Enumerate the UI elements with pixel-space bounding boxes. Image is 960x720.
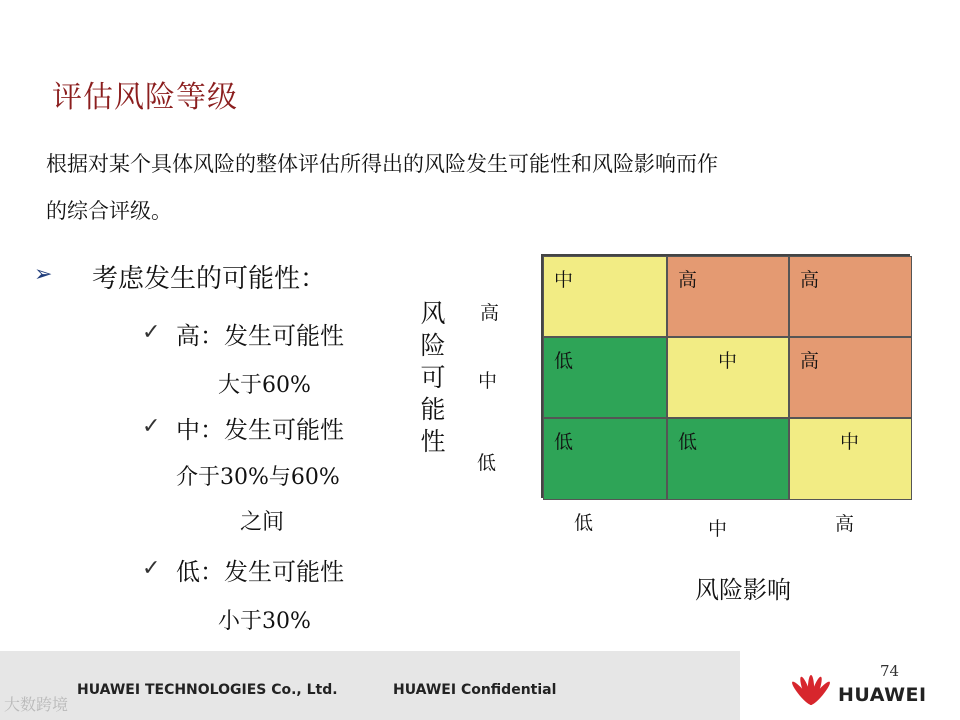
check-icon: ✓ bbox=[142, 320, 161, 345]
x-axis-title: 风险影响 bbox=[695, 576, 791, 604]
y-label-low: 低 bbox=[477, 452, 497, 474]
level-low-detail: 小于30% bbox=[218, 609, 311, 634]
matrix-cell: 低 bbox=[667, 418, 789, 500]
bullet-heading: 考虑发生的可能性： bbox=[92, 264, 327, 294]
level-high-detail: 大于60% bbox=[218, 373, 311, 398]
matrix-cell: 低 bbox=[543, 418, 667, 500]
y-label-high: 高 bbox=[480, 302, 500, 324]
footer-company: HUAWEI TECHNOLOGIES Co., Ltd. bbox=[77, 682, 338, 698]
matrix-cell: 低 bbox=[543, 337, 667, 418]
y-axis-title-char: 能 bbox=[420, 395, 446, 424]
check-icon: ✓ bbox=[142, 414, 161, 439]
level-medium-label: 中：发生可能性 bbox=[176, 416, 344, 444]
description-line-2: 的综合评级。 bbox=[46, 199, 172, 223]
huawei-logo-text: HUAWEI bbox=[838, 684, 927, 706]
x-label-low: 低 bbox=[574, 512, 594, 534]
level-high-label: 高：发生可能性 bbox=[176, 322, 344, 350]
slide-title: 评估风险等级 bbox=[52, 80, 238, 115]
check-icon: ✓ bbox=[142, 556, 161, 581]
y-axis-title bbox=[418, 298, 448, 458]
arrow-bullet-icon: ➢ bbox=[34, 262, 53, 287]
matrix-cell: 中 bbox=[667, 337, 789, 418]
huawei-logo-icon bbox=[788, 670, 834, 708]
y-label-medium: 中 bbox=[478, 370, 498, 392]
matrix-cell: 高 bbox=[789, 256, 912, 337]
y-axis-title-char: 可 bbox=[420, 363, 446, 392]
x-label-medium: 中 bbox=[708, 518, 728, 540]
matrix-cell: 中 bbox=[543, 256, 667, 337]
page-number: 74 bbox=[880, 662, 900, 680]
y-axis-title-char: 风 bbox=[420, 299, 446, 328]
y-axis-title-char: 险 bbox=[420, 331, 446, 360]
y-axis-title-char: 性 bbox=[420, 427, 446, 456]
level-medium-detail-2: 之间 bbox=[240, 510, 285, 535]
level-low-label: 低：发生可能性 bbox=[176, 558, 344, 586]
footer-confidential: HUAWEI Confidential bbox=[393, 682, 557, 698]
watermark: 大数跨境 bbox=[4, 695, 69, 714]
risk-matrix bbox=[541, 254, 910, 498]
x-label-high: 高 bbox=[835, 513, 855, 535]
description-line-1: 根据对某个具体风险的整体评估所得出的风险发生可能性和风险影响而作 bbox=[46, 152, 718, 176]
matrix-cell: 高 bbox=[789, 337, 912, 418]
level-medium-detail-1: 介于30%与60% bbox=[176, 465, 340, 490]
matrix-cell: 高 bbox=[667, 256, 789, 337]
matrix-cell: 中 bbox=[789, 418, 912, 500]
